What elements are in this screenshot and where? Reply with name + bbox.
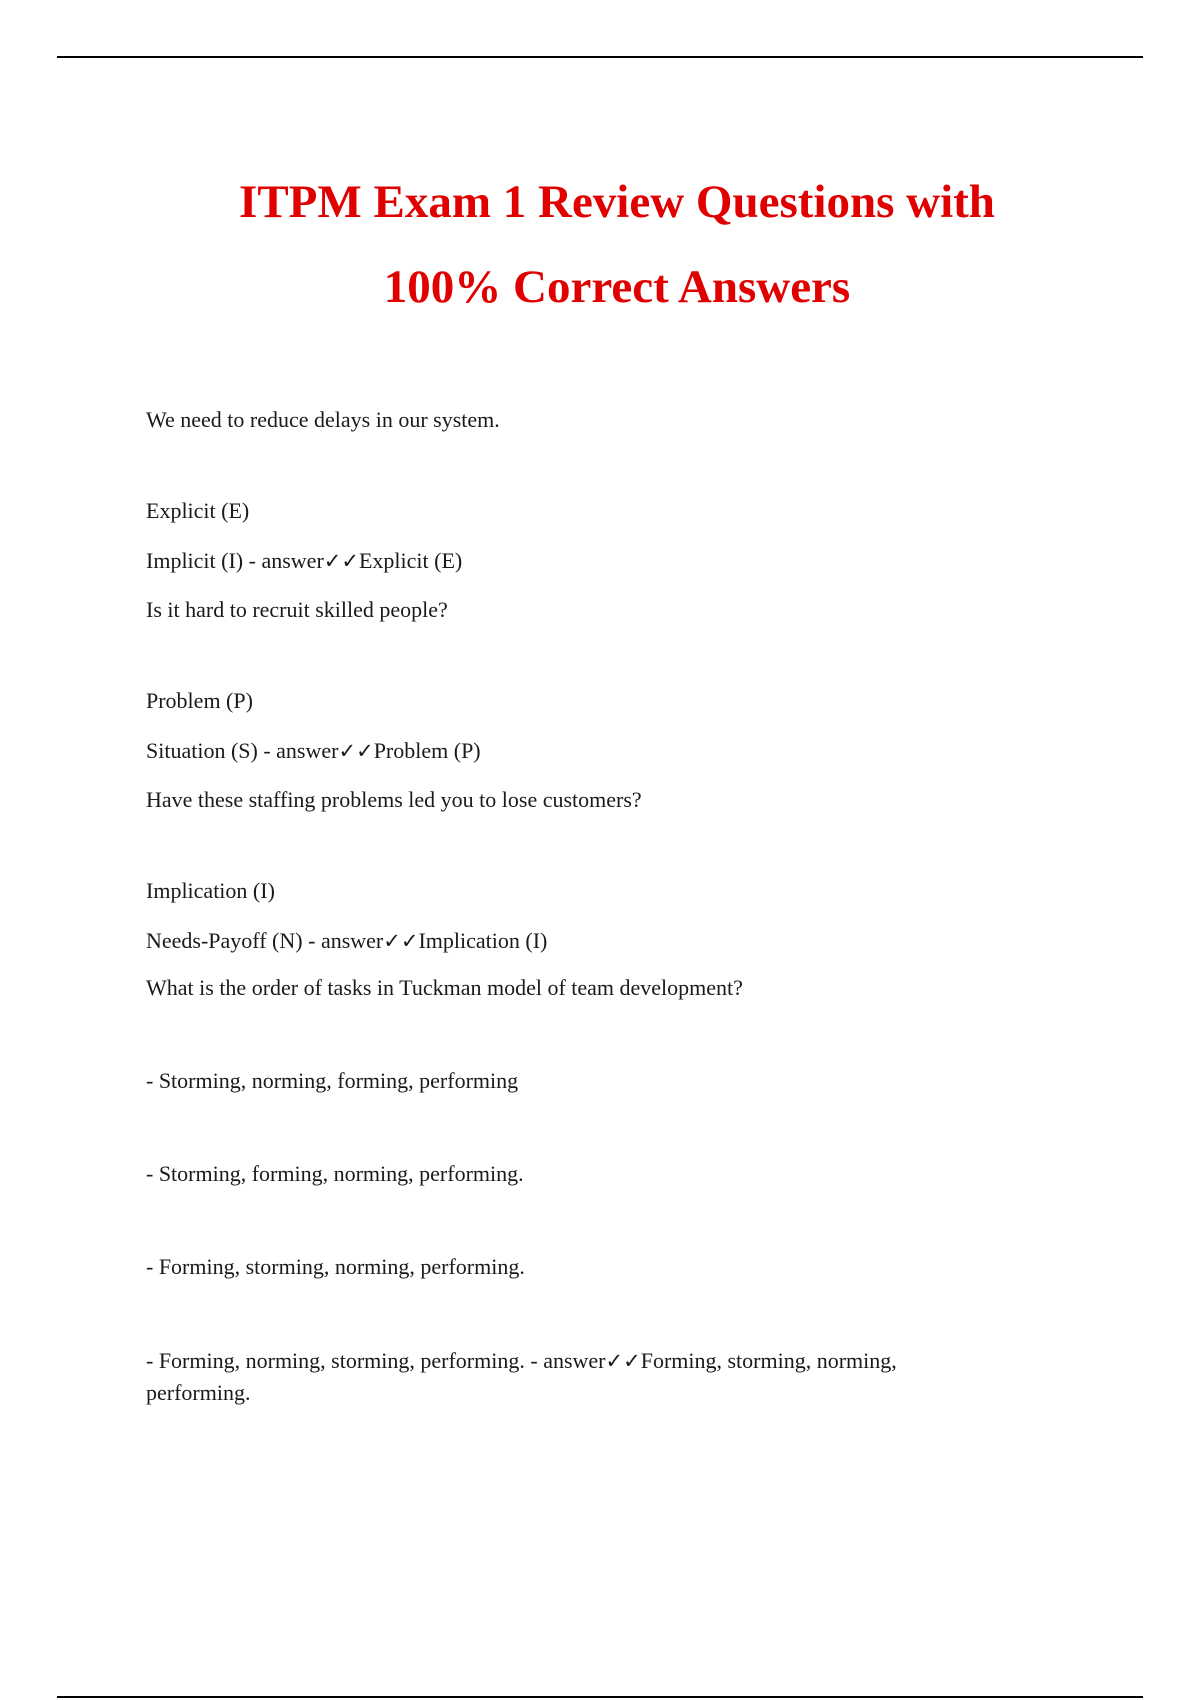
answer-marker: answer bbox=[276, 738, 339, 763]
q3-option-a: Implication (I) bbox=[146, 878, 275, 903]
double-checkmark-icon: ✓✓ bbox=[338, 739, 374, 763]
q1-answer: Explicit (E) bbox=[358, 548, 463, 573]
q2-option-b-with-answer bbox=[146, 735, 1026, 767]
q2-question: Is it hard to recruit skilled people? bbox=[146, 597, 448, 622]
q4-option-b: - Storming, forming, norming, performing. bbox=[146, 1161, 524, 1186]
q4-option-d-with-answer bbox=[146, 1345, 986, 1409]
answer-marker: answer bbox=[543, 1348, 606, 1373]
document-title bbox=[0, 160, 1200, 330]
q3-answer: Implication (I) bbox=[418, 928, 548, 953]
double-checkmark-icon: ✓✓ bbox=[383, 929, 419, 953]
q4-question: What is the order of tasks in Tuckman model of team development? bbox=[146, 975, 743, 1000]
double-checkmark-icon: ✓✓ bbox=[323, 549, 359, 573]
q4-option-d: - Forming, norming, storming, performing. - bbox=[146, 1348, 544, 1373]
header-rule bbox=[57, 56, 1143, 58]
title-line-1: ITPM Exam 1 Review Questions with bbox=[239, 176, 995, 228]
q3-option-b: Needs-Payoff (N) - bbox=[146, 928, 321, 953]
q3-question: Have these staffing problems led you to lose customers? bbox=[146, 787, 642, 812]
answer-marker: answer bbox=[320, 928, 384, 953]
q1-option-b: Implicit (I) - bbox=[146, 548, 262, 573]
q1-option-b-with-answer bbox=[146, 545, 1026, 577]
answer-marker: answer bbox=[261, 548, 324, 573]
double-checkmark-icon: ✓✓ bbox=[605, 1349, 641, 1373]
title-line-2: 100% Correct Answers bbox=[383, 261, 851, 313]
q2-option-a: Problem (P) bbox=[146, 688, 253, 713]
q3-option-b-with-answer bbox=[146, 925, 1026, 957]
footer-rule bbox=[57, 1696, 1143, 1698]
q1-question: We need to reduce delays in our system. bbox=[146, 407, 500, 432]
q4-answer: Forming, storming, norming, performing. bbox=[146, 1348, 897, 1405]
q2-option-b: Situation (S) - bbox=[146, 738, 277, 763]
q2-answer: Problem (P) bbox=[373, 738, 481, 763]
q4-option-c: - Forming, storming, norming, performing. bbox=[146, 1254, 525, 1279]
q1-option-a: Explicit (E) bbox=[146, 498, 250, 523]
q4-option-a: - Storming, norming, forming, performing bbox=[146, 1068, 519, 1093]
